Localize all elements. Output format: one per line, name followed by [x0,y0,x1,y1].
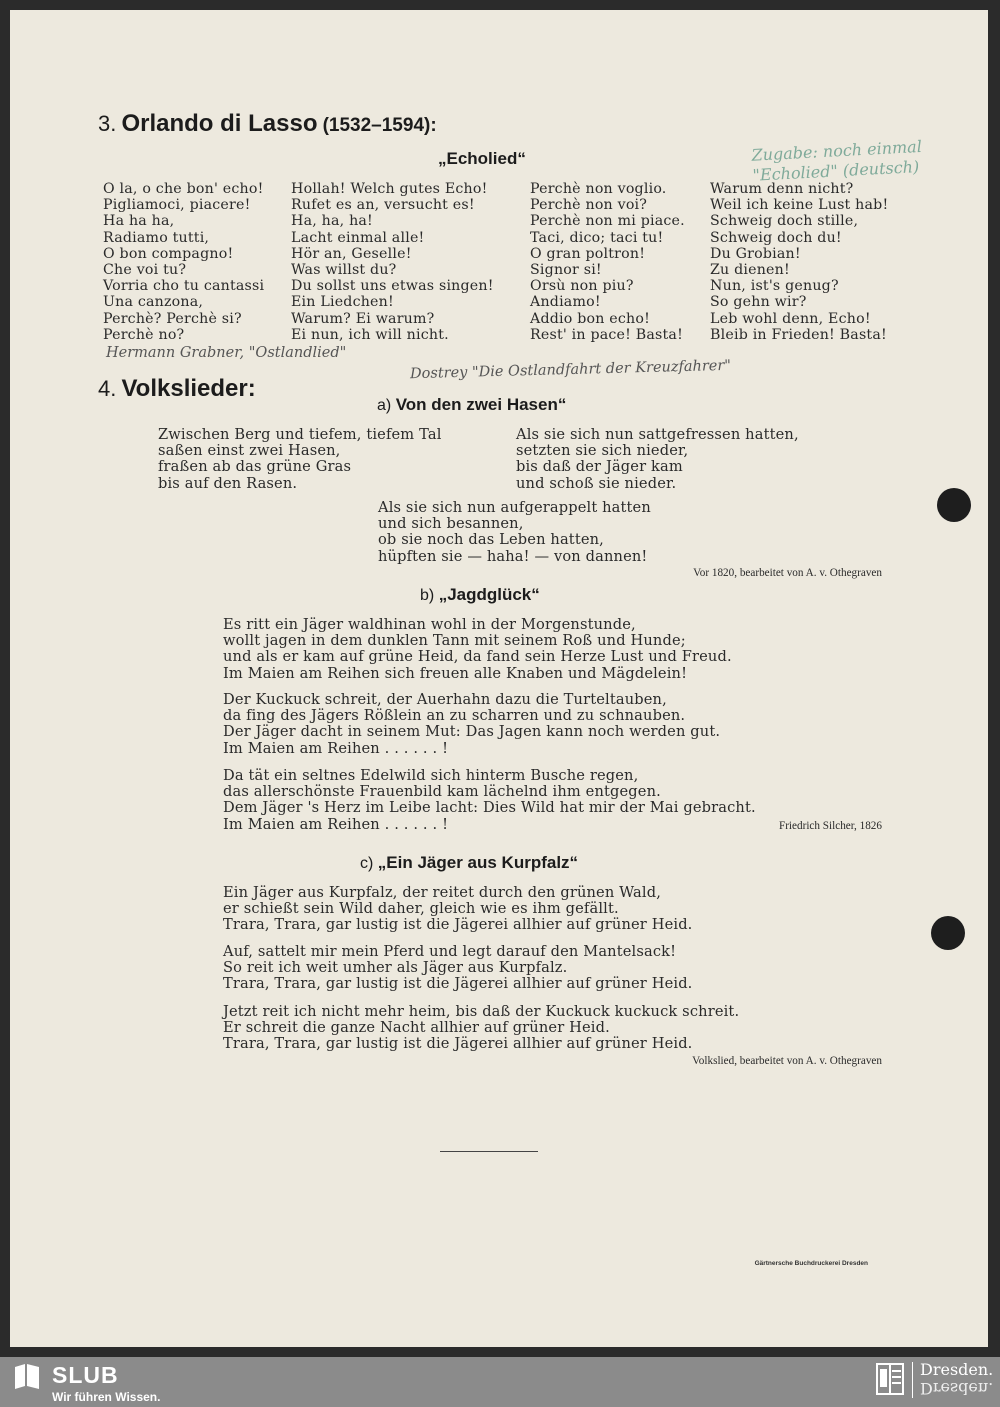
song-a-label: a) [377,397,392,414]
punch-hole-upper [937,488,971,522]
echolied-german-col-2: Warum denn nicht? Weil ich keine Lust hab! Schweig doch stille, Schweig doch du! Du Grobian! Zu dienen! Nun, ist's genug? So gehn wir? Leb wohl denn, Echo! Bleib in Frieden! Basta! [710,181,889,343]
song-c-stanza-2: Auf, sattelt mir mein Pferd und legt darauf den Mantelsack! So reit ich weit umher als Jäger aus Kurpfalz. Trara, Trara, gar lustig ist die Jägerei allhier auf grüner Heid. [223,943,693,993]
section-number: 3. [98,111,117,136]
book-icon [12,1362,42,1390]
echolied-italian-col-1: O la, o che bon' echo! Pigliamoci, piacere! Ha ha ha, Radiamo tutti, O bon compagno! Che voi tu? Vorria cho tu cantassi Una canzona, Perchè? Perchè si? Perchè no? [103,181,265,343]
footer-divider [912,1362,913,1398]
song-c-title: „Ein Jäger aus Kurpfalz“ [377,853,579,872]
song-a-title: Von den zwei Hasen“ [395,395,567,414]
slub-footer-bar [0,1357,1000,1407]
handwritten-note-ostlandfahrt: Dostrey "Die Ostlandfahrt der Kreuzfahrer" [409,357,732,383]
slub-tagline: Wir führen Wissen. [52,1390,161,1404]
slub-logo-text: SLUB [52,1362,119,1388]
song-b-title: „Jagdglück“ [438,585,540,604]
dresden-logo-mirror: Dresden. [920,1379,994,1398]
song-c-heading [360,853,578,873]
punch-hole-lower [931,916,965,950]
song-c-label: c) [360,855,374,872]
section-3-heading [98,110,437,138]
handwritten-note-encore: Zugabe: noch einmal "Echolied" (deutsch) [751,136,923,185]
section-4-heading [98,375,256,403]
song-c-stanza-3: Jetzt reit ich nicht mehr heim, bis daß der Kuckuck kuckuck schreit. Er schreit die ganze Nacht allhier auf grüner Heid. Trara, Trara, gar lustig ist die Jägerei allhier auf grüner Heid. [223,1003,740,1053]
printer-imprint: Gärtnersche Buchdruckerei Dresden [754,1260,868,1267]
dresden-coat-of-arms-icon [876,1363,904,1395]
song-a-heading [377,395,566,415]
song-b-stanza-3: Da tät ein seltnes Edelwild sich hinterm Busche regen, das allerschönste Frauenbild kam lächelnd ihm entgegen. Dem Jäger 's Herz im Leibe lacht: Dies Wild hat mir der Mai gebracht. Im Maien am Reihen . . . . . . ! [223,767,756,833]
song-b-heading [420,585,540,605]
section-title: Volkslieder: [121,375,256,402]
song-c-credit: Volkslied, bearbeitet von A. v. Othegraven [692,1055,882,1067]
song-b-label: b) [420,587,435,604]
end-rule-divider [440,1151,538,1152]
song-a-credit: Vor 1820, bearbeitet von A. v. Othegraven [693,567,882,579]
song-a-stanza-3: Als sie sich nun aufgerappelt hatten und sich besannen, ob sie noch das Leben hatten, hüpften sie — haha! — von dannen! [378,499,651,565]
song-a-stanza-2: Als sie sich nun sattgefressen hatten, setzten sie sich nieder, bis daß der Jäger kam und schoß sie nieder. [516,426,799,492]
song-b-stanza-1: Es ritt ein Jäger waldhinan wohl in der Morgenstunde, wollt jagen in dem dunklen Tann mit seinem Roß und Hunde; und als er kam auf grüne Heid, da fand sein Herze Lust und Freud. Im Maien am Reihen sich freuen alle Knaben und Mägdelein! [223,616,732,682]
echolied-german-col-1: Hollah! Welch gutes Echo! Rufet es an, versucht es! Ha, ha, ha! Lacht einmal alle! Hör an, Geselle! Was willst du? Du sollst uns etwas singen! Ein Liedchen! Warum? Ei warum? Ei nun, ich will nicht. [291,181,494,343]
document-page [10,10,988,1347]
section-number: 4. [98,376,117,401]
composer-years: (1532–1594): [322,115,437,136]
composer-name: Orlando di Lasso [121,110,318,137]
song-b-credit: Friedrich Silcher, 1826 [778,820,882,832]
song-c-stanza-1: Ein Jäger aus Kurpfalz, der reitet durch den grünen Wald, er schießt sein Wild daher, gleich wie es ihm gefällt. Trara, Trara, gar lustig ist die Jägerei allhier auf grüner Heid. [223,884,693,934]
handwritten-note-grabner: Hermann Grabner, "Ostlandlied" [106,345,347,361]
dresden-logo-text: Dresden. [920,1360,994,1379]
song-title-echolied: „Echolied“ [438,149,526,168]
song-b-stanza-2: Der Kuckuck schreit, der Auerhahn dazu die Turteltauben, da fing des Jägers Rößlein an zu scharren und zu schnauben. Der Jäger dacht in seinem Mut: Das Jagen kann noch werden gut. Im Maien am Reihen . . . . . . ! [223,691,721,757]
song-a-stanza-1: Zwischen Berg und tiefem, tiefem Tal saßen einst zwei Hasen, fraßen ab das grüne Gras bis auf den Rasen. [158,426,442,492]
echolied-italian-col-2: Perchè non voglio. Perchè non voi? Perchè non mi piace. Taci, dico; taci tu! O gran poltron! Signor si! Orsù non piu? Andiamo! Addio bon echo! Rest' in pace! Basta! [530,181,685,343]
